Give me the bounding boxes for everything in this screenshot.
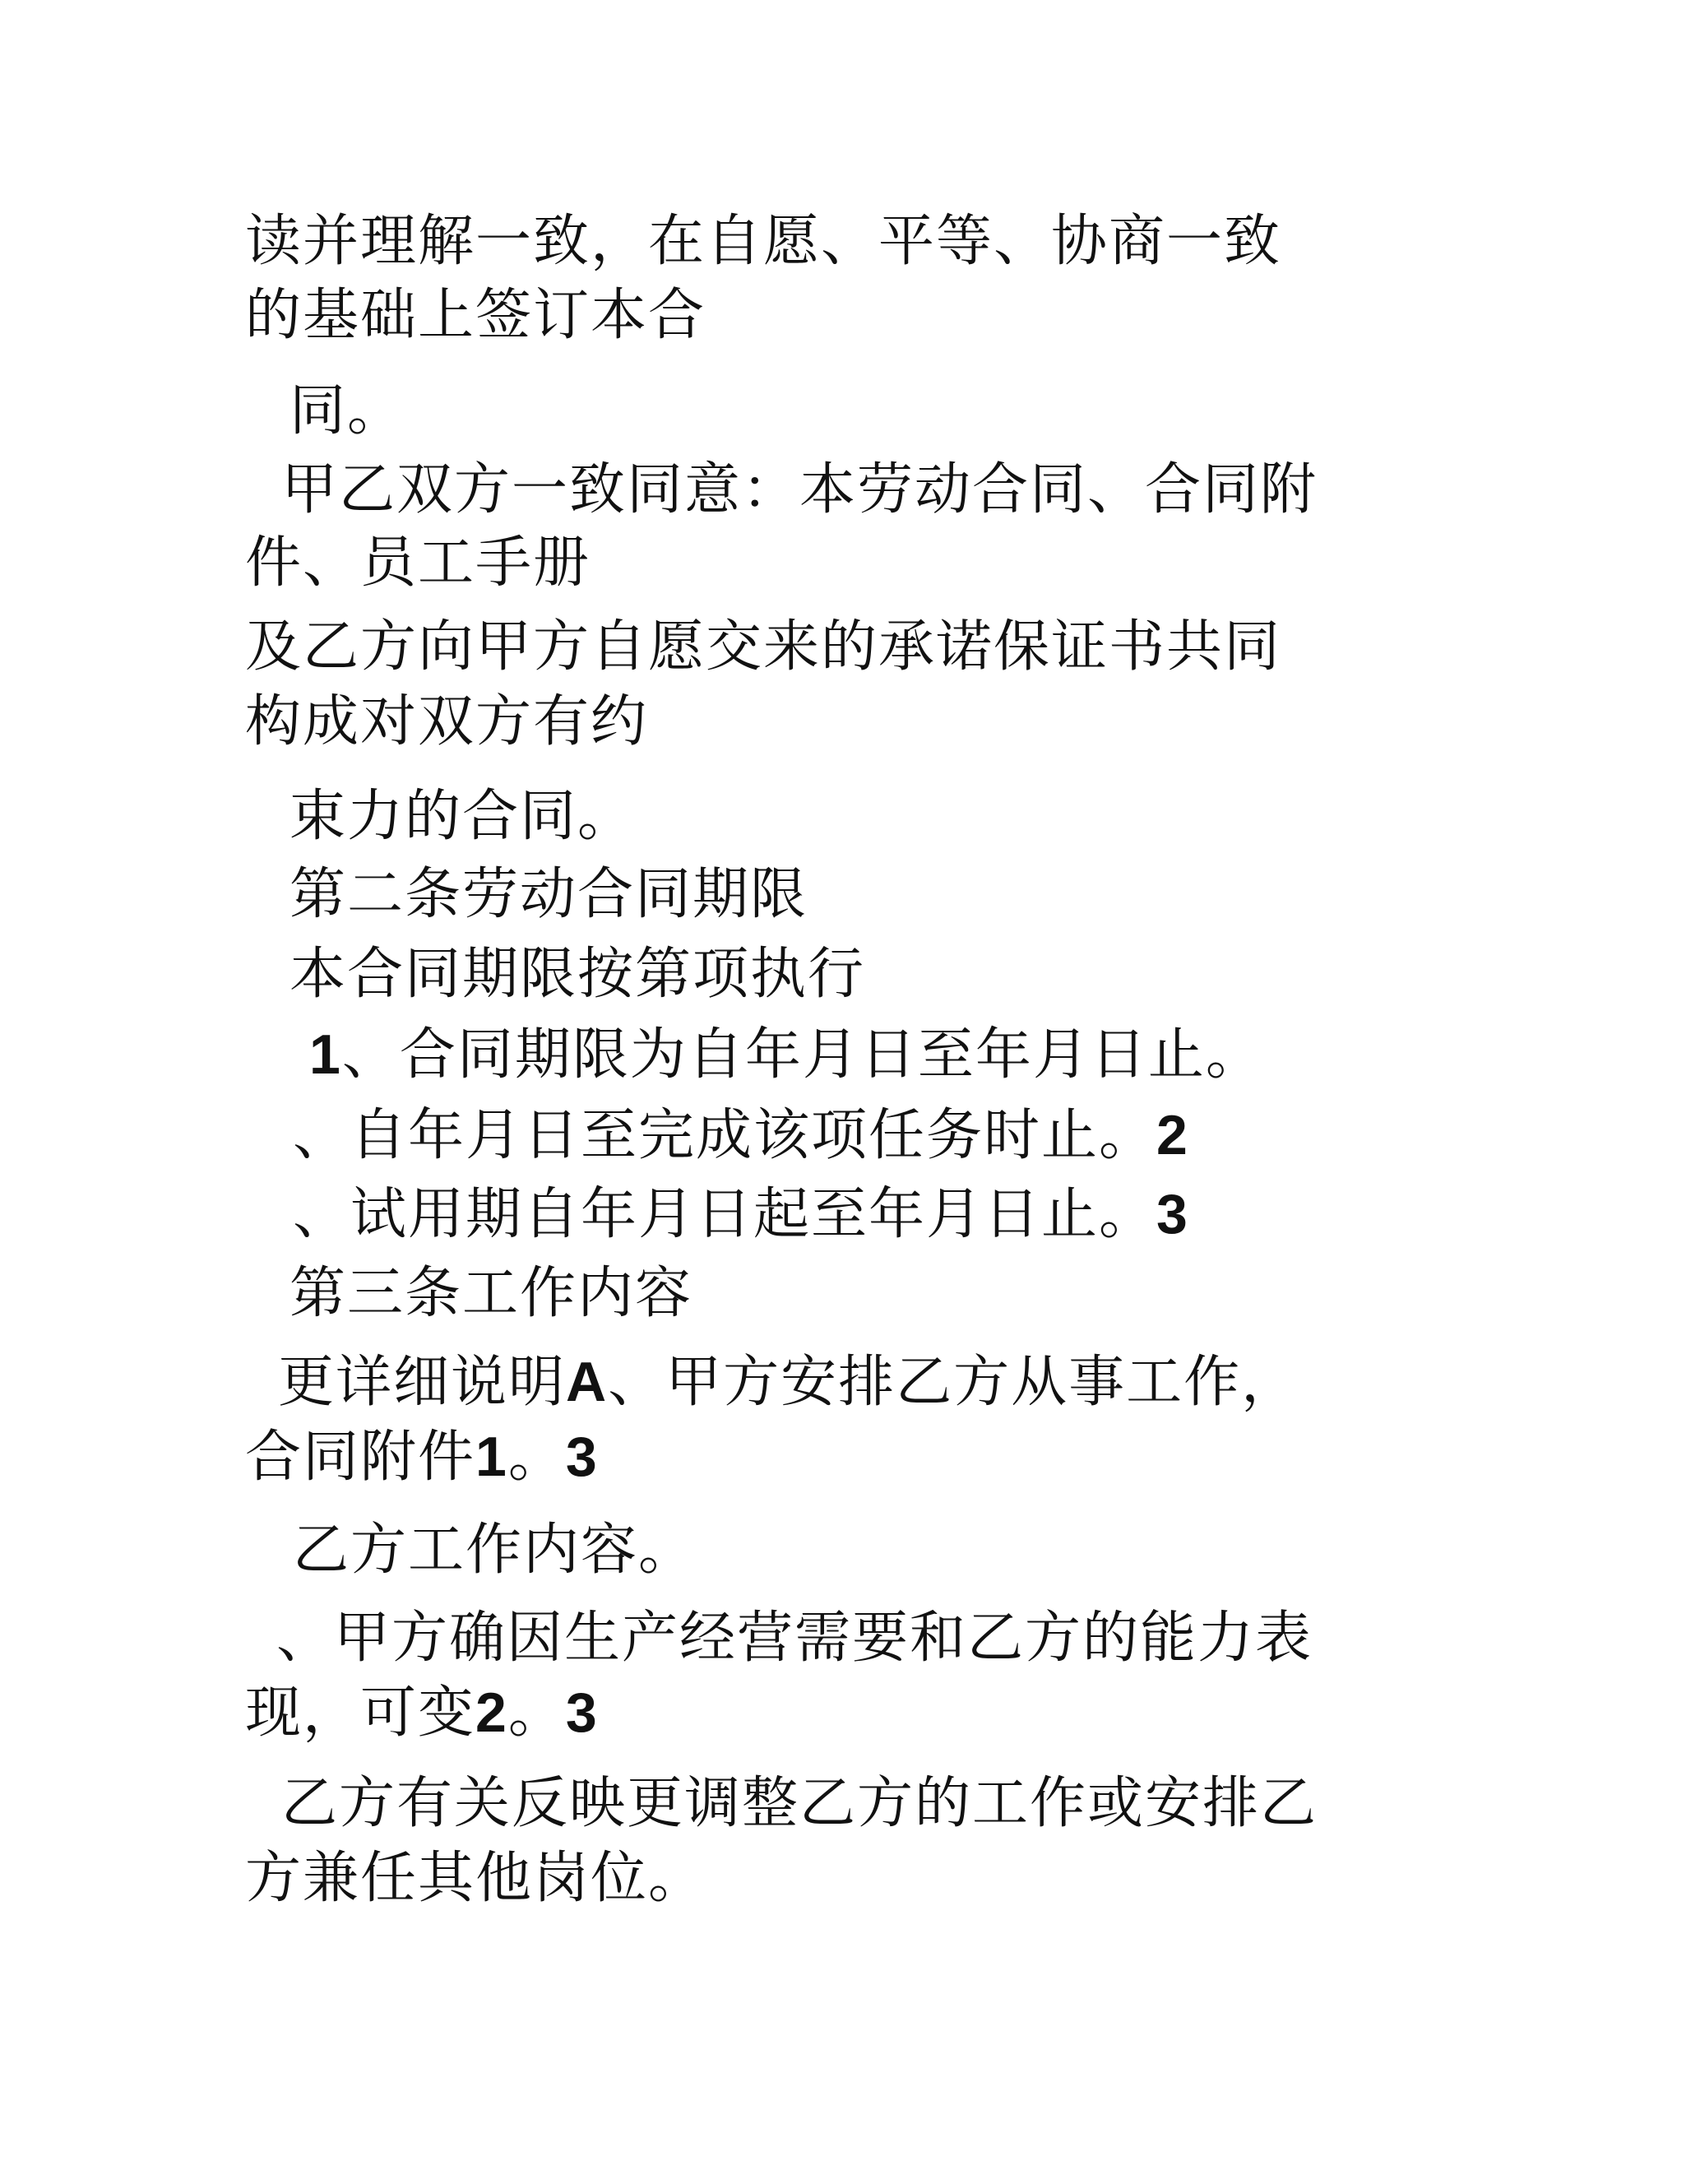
- text-line: [293, 1102, 1189, 1169]
- line-text: 更详细说明: [278, 1350, 567, 1415]
- text-line: [293, 1518, 696, 1584]
- text-line: [245, 209, 1281, 275]
- line-number: 3: [565, 1681, 599, 1744]
- line-text: 。: [507, 1681, 566, 1746]
- text-line: [309, 1022, 1263, 1088]
- text-line: [289, 378, 405, 444]
- line-text: 、甲方确因生产经营需要和乙方的能力表: [276, 1606, 1313, 1671]
- line-number: 3: [565, 1426, 599, 1488]
- text-line: [245, 1680, 599, 1746]
- line-text: 及乙方向甲方自愿交来的承诺保证书共同: [245, 614, 1282, 679]
- line-text: 第二条劳动合同期限: [289, 862, 808, 927]
- text-line: [293, 1181, 1189, 1248]
- text-line: [281, 1771, 1318, 1837]
- text-line: [245, 1846, 706, 1912]
- text-line: [278, 1349, 1299, 1416]
- line-text: 本合同期限按第项执行: [289, 942, 866, 1007]
- line-text: 束力的合同。: [289, 784, 636, 849]
- line-number: 2: [475, 1681, 508, 1744]
- line-text: 同。: [289, 378, 405, 443]
- line-text: 件、员工手册: [245, 531, 591, 596]
- line-number: 3: [1156, 1183, 1189, 1245]
- line-text: 。: [507, 1425, 566, 1490]
- text-line: [245, 531, 591, 596]
- line-text: 、合同期限为自年月日至年月日止。: [341, 1022, 1263, 1087]
- line-number: 1: [309, 1023, 342, 1086]
- line-text: 构成对双方有约: [245, 689, 649, 754]
- line-number: 2: [1156, 1104, 1189, 1166]
- line-text: 读并理解一致，在自愿、平等、协商一致: [245, 209, 1282, 274]
- line-text: 、试用期自年月日起至年月日止。: [293, 1182, 1157, 1247]
- line-text: 、自年月日至完成该项任务时止。: [293, 1103, 1157, 1168]
- line-text: 方兼任其他岗位。: [245, 1846, 706, 1911]
- line-text: 现，可变: [245, 1681, 476, 1746]
- line-text: 的基础上签订本合: [245, 283, 706, 348]
- text-line: [245, 689, 648, 755]
- line-text: 第三条工作内容: [289, 1261, 693, 1326]
- text-line: [289, 784, 635, 850]
- text-line: [245, 1424, 599, 1491]
- text-line: [245, 283, 706, 349]
- line-number: 1: [475, 1426, 508, 1488]
- text-line: [289, 942, 865, 1008]
- section-heading: [289, 1261, 692, 1327]
- text-line: [276, 1606, 1313, 1672]
- section-heading: [289, 862, 808, 928]
- line-text: 乙方工作内容。: [293, 1518, 697, 1583]
- line-text: 甲乙双方一致同意：本劳动合同、合同附: [281, 457, 1318, 522]
- text-line: [281, 457, 1318, 523]
- text-line: [245, 614, 1281, 680]
- line-text: 、甲方安排乙方从事工作，: [608, 1350, 1299, 1415]
- line-text: 乙方有关反映更调整乙方的工作或安排乙: [281, 1771, 1318, 1836]
- line-number: A: [566, 1351, 609, 1413]
- line-text: 合同附件: [245, 1425, 476, 1490]
